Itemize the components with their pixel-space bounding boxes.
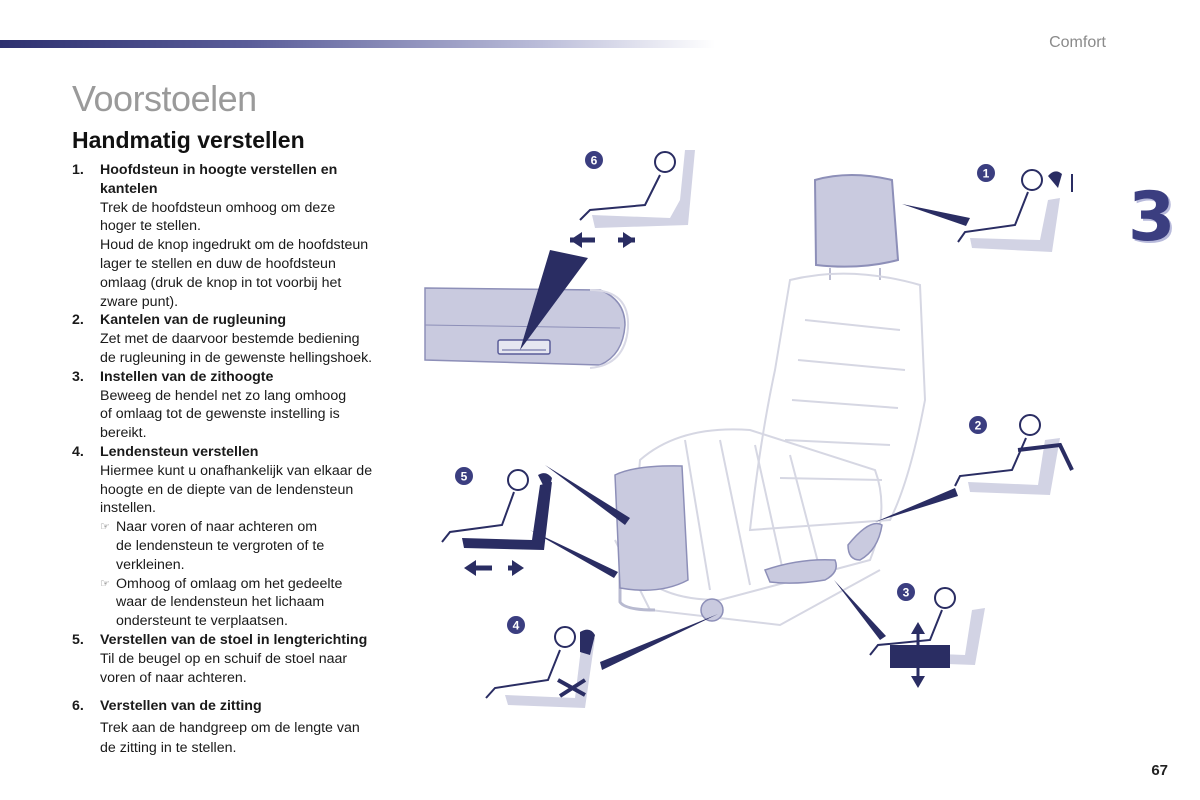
step-description: Trek aan de handgreep om de lengte van de zitting in te stellen. bbox=[100, 720, 360, 757]
seat-illustration bbox=[420, 140, 1110, 720]
pictogram-6 bbox=[570, 150, 695, 248]
backrest-knob bbox=[848, 524, 882, 560]
step-description: Zet met de daarvoor bestemde bediening de rugleuning in de gewenste hellingshoek. bbox=[100, 331, 373, 366]
page-number: 67 bbox=[1151, 762, 1168, 779]
callout-badge-4: 4 bbox=[512, 618, 520, 633]
page-title: Voorstoelen bbox=[72, 78, 257, 119]
step-description: Beweeg de hendel net zo lang omhoog of omlaag tot de gewenste instelling is bereikt. bbox=[100, 387, 347, 442]
step-description: Hiermee kunt u onafhankelijk van elkaar de hoogte en de diepte van de lendensteun instellen. bbox=[100, 462, 373, 517]
lumbar-knob bbox=[701, 599, 723, 621]
headrest-closeup bbox=[425, 288, 628, 368]
step-bullet bbox=[100, 518, 402, 574]
section-subtitle: Handmatig verstellen bbox=[72, 127, 305, 153]
pictogram-1 bbox=[958, 163, 1072, 252]
header-gradient-bar bbox=[0, 40, 715, 48]
step-2 bbox=[72, 311, 402, 367]
callout-badge-6: 6 bbox=[590, 153, 598, 168]
step-heading: Lendensteun verstellen bbox=[100, 443, 259, 460]
pictogram-2 bbox=[955, 415, 1072, 495]
section-label: Comfort bbox=[1049, 34, 1106, 51]
step-1 bbox=[72, 161, 402, 311]
callout-badge-2: 2 bbox=[974, 418, 982, 433]
step-heading: Verstellen van de stoel in lengterichting bbox=[100, 631, 368, 648]
step-5 bbox=[72, 631, 402, 687]
step-number: 6. bbox=[72, 698, 84, 715]
step-bullet bbox=[100, 575, 402, 631]
callout-badge-5: 5 bbox=[460, 469, 468, 484]
steps-list bbox=[72, 161, 402, 758]
pointing-hand-icon: ☞ bbox=[100, 577, 110, 590]
pictogram-5 bbox=[442, 466, 552, 576]
step-description: Til de beugel op en schuif de stoel naar voren of naar achteren. bbox=[100, 650, 348, 686]
seat-cushion-front bbox=[615, 466, 688, 590]
callout-badge-1: 1 bbox=[982, 166, 990, 181]
step-heading: Kantelen van de rugleuning bbox=[100, 312, 287, 329]
chapter-number: 3 bbox=[1128, 178, 1176, 257]
bullet-text: Omhoog of omlaag om het gedeelte waar de lendensteun het lichaam ondersteunt te verplaatsen. bbox=[116, 575, 343, 630]
step-number: 3. bbox=[72, 368, 84, 385]
callout-badge-3: 3 bbox=[902, 585, 910, 600]
step-heading: Instellen van de zithoogte bbox=[100, 368, 274, 385]
step-number: 5. bbox=[72, 631, 84, 648]
pointing-hand-icon: ☞ bbox=[100, 521, 110, 534]
step-3 bbox=[72, 368, 402, 443]
step-number: 2. bbox=[72, 312, 84, 329]
step-heading: Verstellen van de zitting bbox=[100, 698, 262, 715]
height-lever bbox=[765, 560, 836, 583]
step-description: Trek de hoofdsteun omhoog om deze hoger te stellen. Houd de knop ingedrukt om de hoofdsteun lager te stellen en duw de hoofdsteun omlaag (druk de knop in tot voorbij het zware punt). bbox=[100, 199, 369, 310]
pictogram-3 bbox=[870, 582, 985, 688]
step-heading: Hoofdsteun in hoogte verstellen en kantelen bbox=[100, 162, 338, 197]
step-number: 1. bbox=[72, 162, 84, 178]
bullet-text: Naar voren of naar achteren om de lendensteun te vergroten of te verkleinen. bbox=[116, 519, 325, 573]
step-number: 4. bbox=[72, 443, 84, 460]
step-6 bbox=[72, 697, 402, 758]
step-4 bbox=[72, 443, 402, 631]
pictogram-4 bbox=[486, 615, 595, 708]
